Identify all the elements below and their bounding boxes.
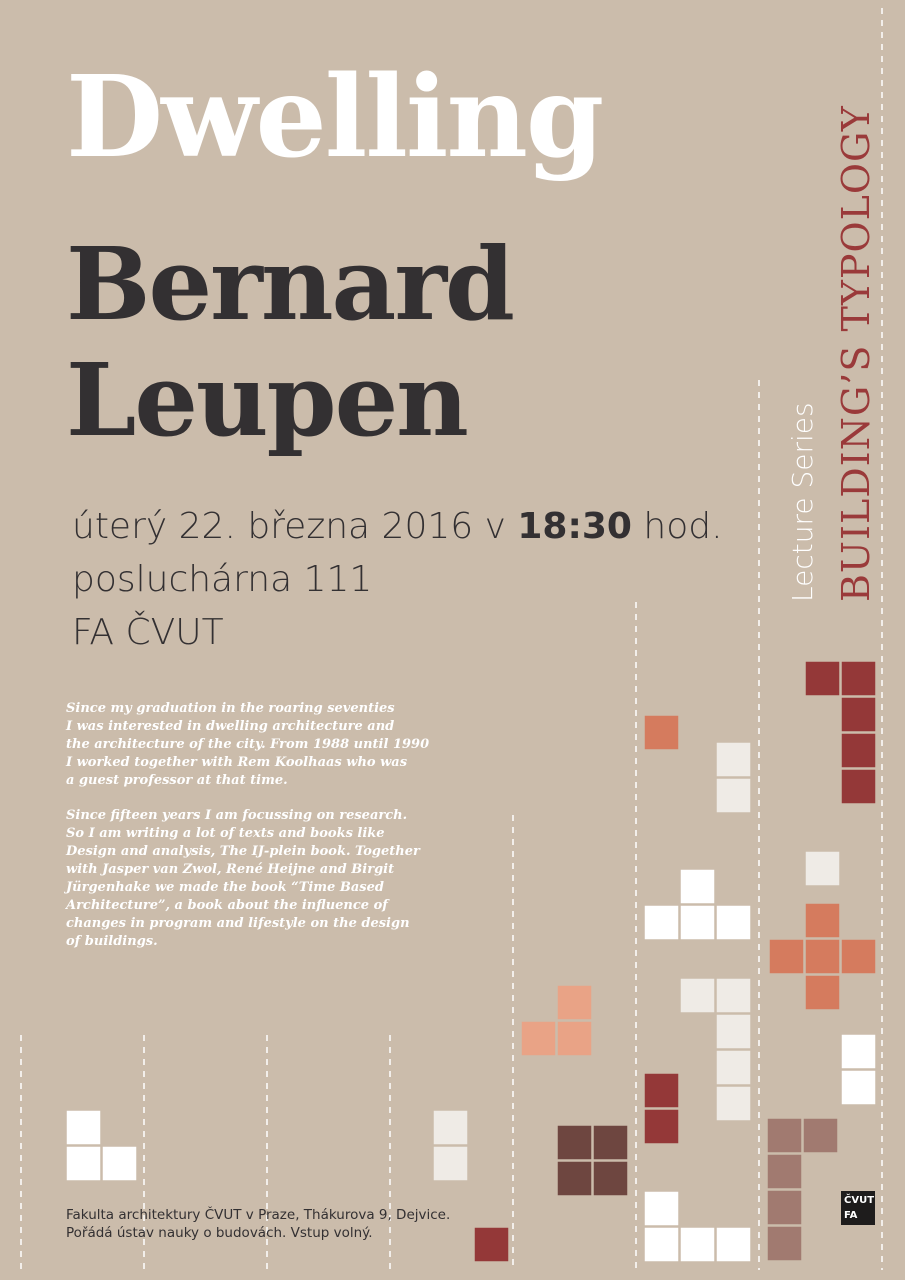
speaker-last-name: Leupen	[66, 341, 467, 459]
footer-address: Fakulta architektury ČVUT v Praze, Thákurova 9, Dejvice.	[66, 1207, 451, 1223]
lecture-title: Dwelling	[66, 52, 603, 183]
tile-mauve	[803, 1118, 838, 1153]
tile-white	[680, 905, 715, 940]
quote-paragraph: Since fifteen years I am focussing on research. So I am writing a lot of texts and books like Design and analysis, The IJ-plein book. Together with Jasper van Zwol, René Heijne and Birgit Jürgenhake we made the book “Time Based Architecture”, a book about the influence of changes in program and lifestyle on the design of buildings.	[66, 808, 420, 949]
tile-brown	[557, 1161, 592, 1196]
tile-maroon	[841, 661, 876, 696]
tile-peach	[557, 985, 592, 1020]
tile-peach	[521, 1021, 556, 1056]
tile-white	[716, 905, 751, 940]
tile-white	[644, 1191, 679, 1226]
speaker-name	[66, 226, 513, 458]
tile-orange	[644, 715, 679, 750]
tile-orange	[805, 939, 840, 974]
event-venue: FA ČVUT	[72, 612, 224, 653]
quote-paragraph: Since my graduation in the roaring seventies I was interested in dwelling architecture and the architecture of the city. From 1988 until 1990 I worked together with Rem Koolhaas who was a guest professor at that time.	[66, 701, 430, 788]
series-label: Lecture Series	[786, 402, 819, 602]
event-details	[72, 500, 723, 659]
tile-white	[680, 978, 715, 1013]
tile-white	[841, 1034, 876, 1069]
tile-mauve	[767, 1190, 802, 1225]
tile-white	[433, 1110, 468, 1145]
tile-maroon	[644, 1109, 679, 1144]
tile-orange	[769, 939, 804, 974]
logo-line: FA	[844, 1210, 858, 1221]
tile-white	[644, 905, 679, 940]
tile-white	[680, 869, 715, 904]
tile-mauve	[767, 1226, 802, 1261]
footer-organizer: Pořádá ústav nauky o budovách. Vstup volný.	[66, 1225, 373, 1241]
tile-peach	[557, 1021, 592, 1056]
footer	[66, 1206, 450, 1242]
tile-maroon	[805, 661, 840, 696]
tile-white	[716, 1227, 751, 1262]
tile-orange	[841, 939, 876, 974]
speaker-first-name: Bernard	[66, 225, 513, 343]
tile-white	[66, 1110, 101, 1145]
tile-orange	[805, 903, 840, 938]
tile-white	[644, 1227, 679, 1262]
tile-white	[433, 1146, 468, 1181]
tile-orange	[805, 975, 840, 1010]
speaker-quote	[66, 700, 436, 968]
tile-white	[66, 1146, 101, 1181]
event-date-text: úterý 22. března 2016 v	[72, 506, 506, 547]
tile-white	[680, 1227, 715, 1262]
tile-maroon	[644, 1073, 679, 1108]
event-time: 18:30	[517, 506, 632, 547]
event-time-suffix: hod.	[643, 506, 723, 547]
tile-brown	[593, 1161, 628, 1196]
tile-white	[716, 1050, 751, 1085]
tile-brown	[593, 1125, 628, 1160]
tile-white	[716, 1086, 751, 1121]
tile-white	[716, 1014, 751, 1049]
tile-brown	[557, 1125, 592, 1160]
tile-maroon	[841, 697, 876, 732]
tile-maroon	[474, 1227, 509, 1262]
tile-maroon	[841, 733, 876, 768]
tile-white	[716, 978, 751, 1013]
tile-white	[102, 1146, 137, 1181]
tile-mauve	[767, 1154, 802, 1189]
tile-white	[841, 1070, 876, 1105]
series-title: BUILDING’S TYPOLOGY	[834, 105, 878, 602]
logo-line: ČVUT	[844, 1195, 875, 1206]
tile-maroon	[841, 769, 876, 804]
event-date	[72, 500, 723, 553]
tile-white	[716, 742, 751, 777]
event-room: posluchárna 111	[72, 559, 373, 600]
tile-white	[805, 851, 840, 886]
cvut-fa-logo	[841, 1191, 875, 1225]
tile-mauve	[767, 1118, 802, 1153]
tile-white	[716, 778, 751, 813]
